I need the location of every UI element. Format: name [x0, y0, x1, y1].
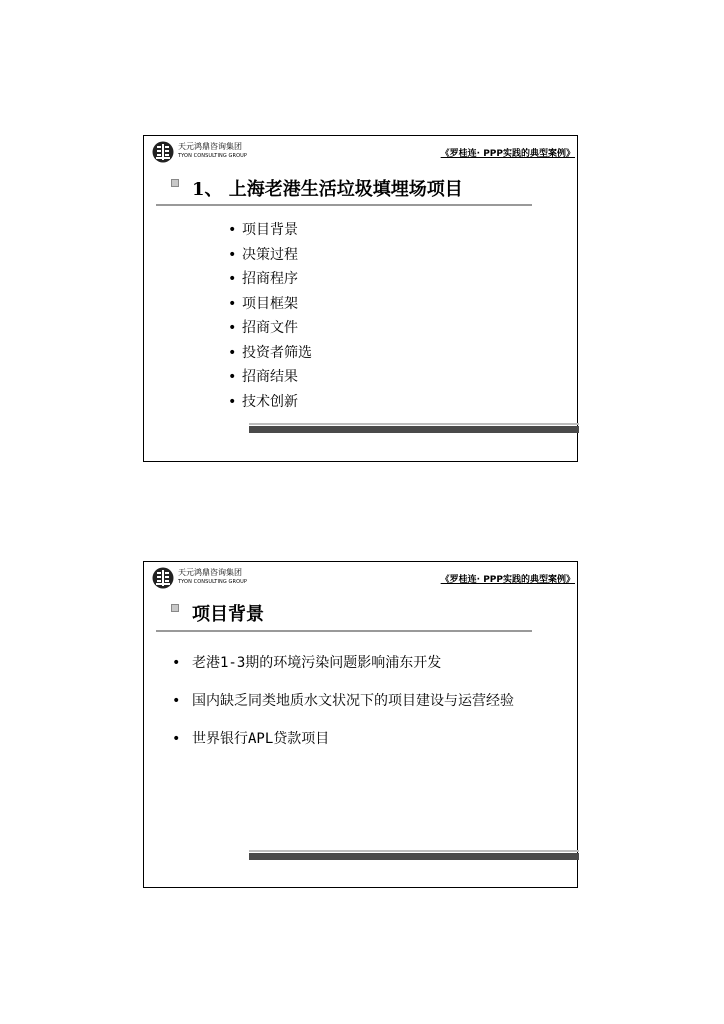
- title-divider: [156, 204, 532, 206]
- bullet-icon: •: [172, 731, 181, 747]
- bullet-icon: •: [228, 246, 237, 263]
- bullet-icon: •: [228, 222, 237, 238]
- bullet-icon: •: [228, 369, 237, 385]
- list-item: • 招商文件: [228, 316, 312, 341]
- footer-bar-accent: [249, 850, 579, 852]
- list-item: • 项目背景: [228, 218, 312, 243]
- agenda-list: [228, 218, 312, 414]
- document-title: 《罗桂连· PPP实践的典型案例》: [440, 149, 575, 159]
- slide-1: [143, 135, 578, 462]
- list-item: • 技术创新: [228, 390, 312, 415]
- company-name-cn: 天元鸿鼎咨询集团: [178, 142, 242, 151]
- company-name-en: TYON CONSULTING GROUP: [178, 153, 247, 159]
- company-logo-icon: [152, 141, 174, 163]
- bullet-icon: •: [172, 655, 181, 671]
- bullet-icon: •: [228, 344, 237, 361]
- list-item: • 决策过程: [228, 243, 312, 268]
- title-divider: [156, 630, 532, 632]
- company-logo-icon: [152, 567, 174, 589]
- list-item: • 项目框架: [228, 292, 312, 317]
- list-item: • 投资者筛选: [228, 341, 312, 366]
- list-item: • 世界银行APL贷款项目: [172, 728, 572, 750]
- document-title: 《罗桂连· PPP实践的典型案例》: [440, 575, 575, 585]
- bullet-icon: •: [228, 320, 237, 336]
- footer-bar-accent: [249, 423, 579, 425]
- footer-bar: [249, 426, 579, 433]
- bullet-icon: •: [228, 393, 237, 410]
- company-name: [178, 143, 247, 159]
- background-list: [172, 652, 572, 766]
- list-item: • 老港1-3期的环境污染问题影响浦东开发: [172, 652, 572, 674]
- title-bullet-icon: [171, 604, 179, 612]
- slide-2: [143, 561, 578, 888]
- footer-bar: [249, 853, 579, 860]
- company-name-cn: 天元鸿鼎咨询集团: [178, 568, 242, 577]
- list-item: • 招商程序: [228, 267, 312, 292]
- list-item: • 国内缺乏同类地质水文状况下的项目建设与运营经验: [172, 690, 572, 712]
- slide-title: 项目背景: [192, 604, 264, 625]
- list-item: • 招商结果: [228, 365, 312, 390]
- company-name-en: TYON CONSULTING GROUP: [178, 579, 247, 585]
- bullet-icon: •: [228, 271, 237, 287]
- title-bullet-icon: [171, 179, 179, 187]
- company-name: [178, 569, 247, 585]
- slide-title: 1、 上海老港生活垃圾填埋场项目: [192, 179, 463, 200]
- bullet-icon: •: [228, 295, 237, 312]
- bullet-icon: •: [172, 693, 181, 709]
